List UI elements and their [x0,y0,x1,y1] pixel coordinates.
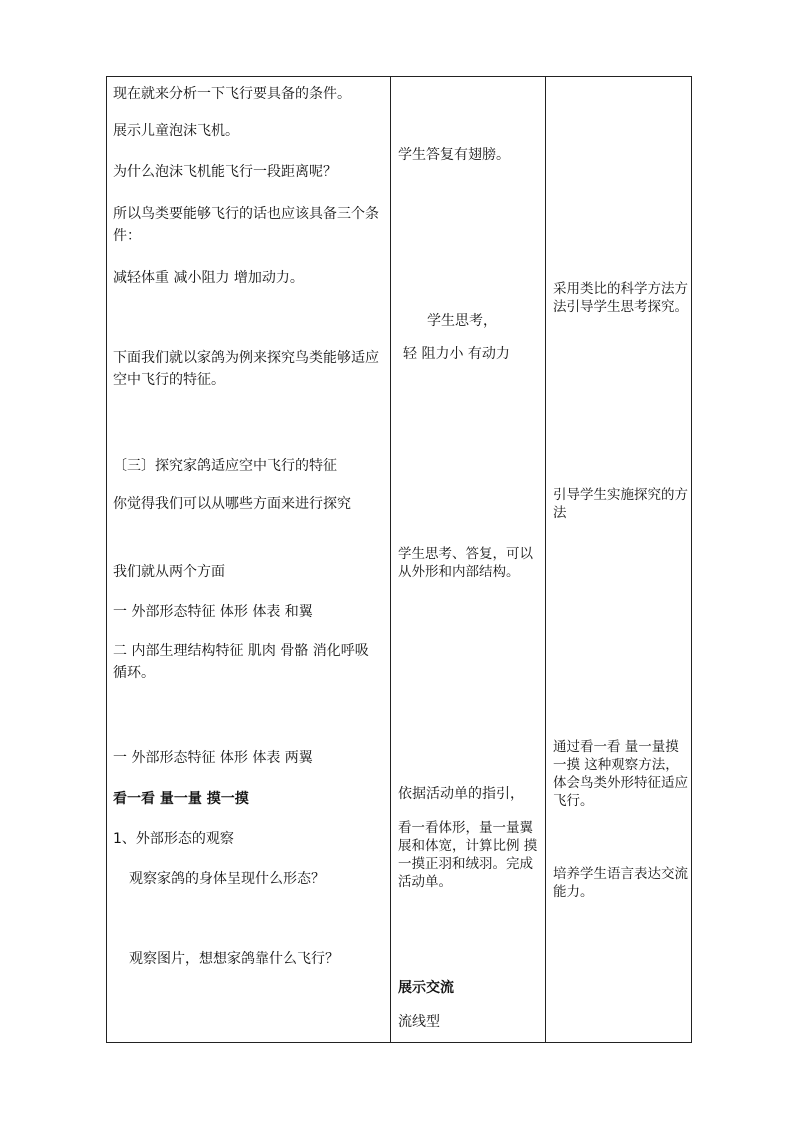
teacher-text-13: 看一看 量一量 摸一摸 [113,791,249,807]
column-divider-2 [545,77,546,1042]
teacher-text-4: 所以鸟类要能够飞行的话也应该具备三个条件： [113,206,379,244]
student-text-5: 依据活动单的指引， [398,786,524,802]
lesson-plan-table [106,76,692,1043]
student-text-6: 看一看体形，量一量翼展和体宽，计算比例 摸一摸正羽和绒羽。完成活动单。 [398,820,538,890]
student-text-8: 流线型 [398,1014,440,1030]
teacher-text-16: 观察图片，想想家鸽靠什么飞行？ [129,951,339,967]
teacher-text-11: 二 内部生理结构特征 肌肉 骨骼 消化呼吸 循环。 [113,643,369,681]
intent-text-4: 培养学生语言表达交流能力。 [553,866,688,900]
teacher-text-5: 减轻体重 减小阻力 增加动力。 [113,270,304,286]
teacher-text-10: 一 外部形态特征 体形 体表 和翼 [113,604,313,620]
teacher-text-1: 现在就来分析一下飞行要具备的条件。 [113,86,351,102]
student-text-7: 展示交流 [398,980,454,996]
intent-text-1: 采用类比的科学方法方法引导学生思考探究。 [553,281,688,315]
teacher-text-8: 你觉得我们可以从哪些方面来进行探究 [113,496,351,512]
student-text-2: 学生思考， [427,313,497,329]
column-divider-1 [390,77,391,1042]
teacher-text-2: 展示儿童泡沫飞机。 [113,123,239,139]
student-text-1: 学生答复有翅膀。 [398,147,510,163]
teacher-text-12: 一 外部形态特征 体形 体表 两翼 [113,750,313,766]
teacher-text-6: 下面我们就以家鸽为例来探究鸟类能够适应空中飞行的特征。 [113,350,379,388]
student-text-4: 学生思考、答复，可以从外形和内部结构。 [398,546,533,580]
teacher-text-15: 观察家鸽的身体呈现什么形态？ [129,871,325,887]
intent-text-2: 引导学生实施探究的方法 [553,487,688,521]
teacher-text-7: 〔三〕探究家鸽适应空中飞行的特征 [113,458,337,474]
teacher-text-14: 1、外部形态的观察 [113,831,234,847]
teacher-text-3: 为什么泡沫飞机能飞行一段距离呢？ [113,164,337,180]
student-text-3: 轻 阻力小 有动力 [403,346,510,362]
teacher-text-9: 我们就从两个方面 [113,564,225,580]
intent-text-3: 通过看一看 量一量摸一摸 这种观察方法，体会鸟类外形特征适应飞行。 [553,739,688,809]
